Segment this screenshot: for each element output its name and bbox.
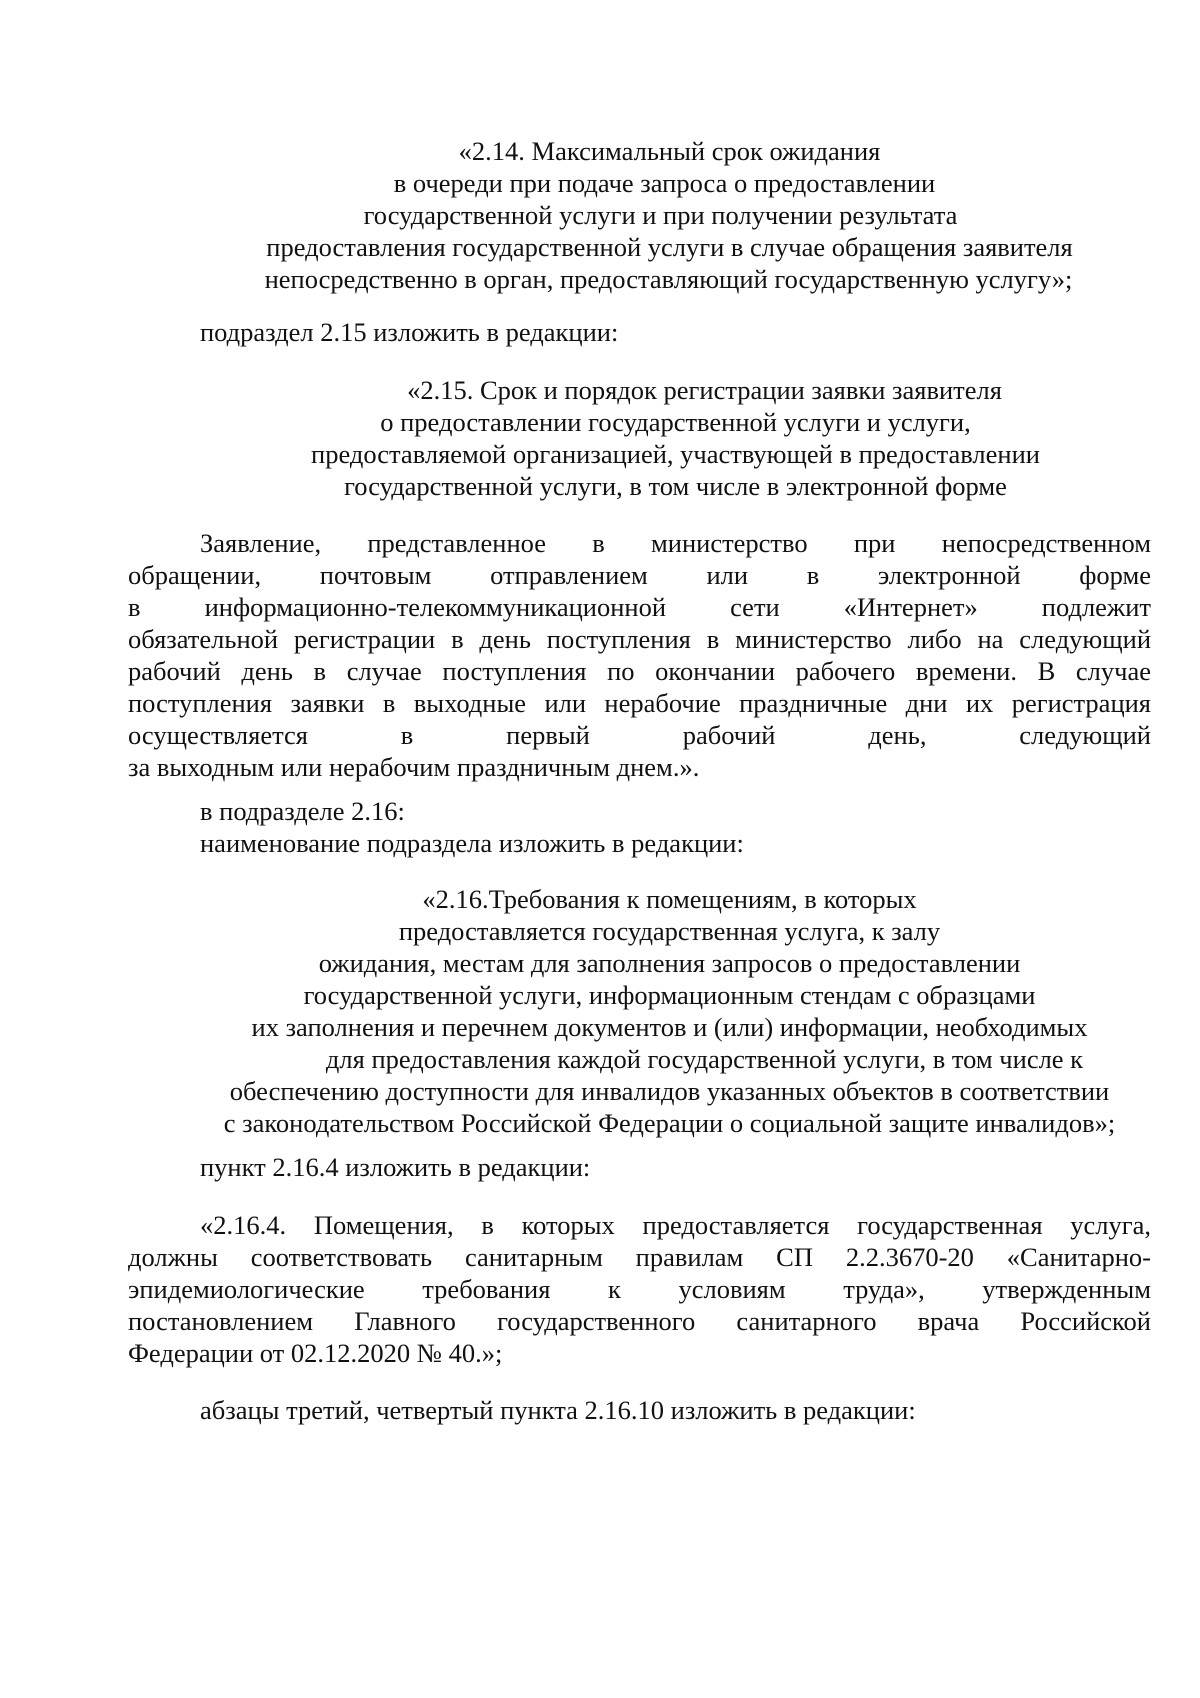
heading-line: о предоставлении государственной услуги и услуги, — [380, 407, 971, 437]
paragraph-line: в информационно-телекоммуникационной сети «Интернет» подлежит — [128, 592, 1151, 622]
heading-line: государственной услуги и при получении результата — [363, 200, 958, 230]
paragraph-line: Заявление, представленное в министерство при непосредственном — [200, 528, 1151, 558]
paragraph-line: за выходным или нерабочим праздничным днем.». — [128, 752, 700, 782]
heading-line: государственной услуги, информационным стендам с образцами — [303, 980, 1036, 1010]
instruction-text: абзацы третий, четвертый пункта 2.16.10 изложить в редакции: — [200, 1395, 916, 1425]
instruction-text: пункт 2.16.4 изложить в редакции: — [200, 1152, 591, 1182]
heading-line: их заполнения и перечнем документов и (или) информации, необходимых — [251, 1012, 1088, 1042]
paragraph-line: эпидемиологические требования к условиям труда», утвержденным — [128, 1274, 1151, 1304]
heading-line: предоставляемой организацией, участвующей в предоставлении — [311, 439, 1040, 469]
paragraph-line: Федерации от 02.12.2020 № 40.»; — [128, 1338, 503, 1368]
heading-line: предоставляется государственная услуга, к залу — [398, 916, 941, 946]
paragraph-line: постановлением Главного государственного санитарного врача Российской — [128, 1306, 1151, 1336]
heading-line: ожидания, местам для заполнения запросов о предоставлении — [318, 948, 1021, 978]
heading-line: государственной услуги, в том числе в электронной форме — [344, 471, 1007, 501]
instruction-2-15 — [128, 316, 1151, 348]
paragraph-line: «2.16.4. Помещения, в которых предоставляется государственная услуга, — [200, 1210, 1151, 1240]
heading-line: непосредственно в орган, предоставляющий государственную услугу»; — [264, 264, 1073, 294]
instruction-text: в подразделе 2.16: — [200, 796, 405, 826]
instruction-2-16-4 — [128, 1151, 1151, 1183]
heading-line: в очереди при подаче запроса о предоставлении — [393, 168, 936, 198]
heading-2-16 — [128, 883, 1151, 1139]
heading-line: обеспечению доступности для инвалидов указанных объектов в соответствии — [229, 1076, 1110, 1106]
instruction-2-16-10 — [128, 1394, 1151, 1426]
heading-line: с законодательством Российской Федерации о социальной защите инвалидов»; — [223, 1108, 1116, 1138]
paragraph-line: обращении, почтовым отправлением или в электронной форме — [128, 560, 1151, 590]
paragraph-line: поступления заявки в выходные или нерабочие праздничные дни их регистрация — [128, 688, 1151, 718]
instruction-2-16 — [128, 795, 1151, 859]
heading-line: предоставления государственной услуги в случае обращения заявителя — [266, 232, 1073, 262]
paragraph-2-15 — [128, 527, 1151, 783]
heading-line: «2.14. Максимальный срок ожидания — [458, 136, 881, 166]
instruction-text: наименование подраздела изложить в редакции: — [200, 828, 744, 858]
paragraph-2-16-4 — [128, 1209, 1151, 1369]
heading-line: «2.15. Срок и порядок регистрации заявки заявителя — [407, 375, 1002, 405]
instruction-text: подраздел 2.15 изложить в редакции: — [200, 317, 619, 347]
heading-2-14 — [128, 135, 1151, 295]
heading-2-15 — [128, 374, 1151, 502]
heading-line: для предоставления каждой государственной услуги, в том числе к — [325, 1044, 1084, 1074]
paragraph-line: обязательной регистрации в день поступления в министерство либо на следующий — [128, 624, 1151, 654]
paragraph-line: рабочий день в случае поступления по окончании рабочего времени. В случае — [128, 656, 1151, 686]
paragraph-line: осуществляется в первый рабочий день, следующий — [128, 720, 1151, 750]
paragraph-line: должны соответствовать санитарным правилам СП 2.2.3670-20 «Санитарно- — [128, 1242, 1151, 1272]
heading-line: «2.16.Требования к помещениям, в которых — [422, 884, 917, 914]
